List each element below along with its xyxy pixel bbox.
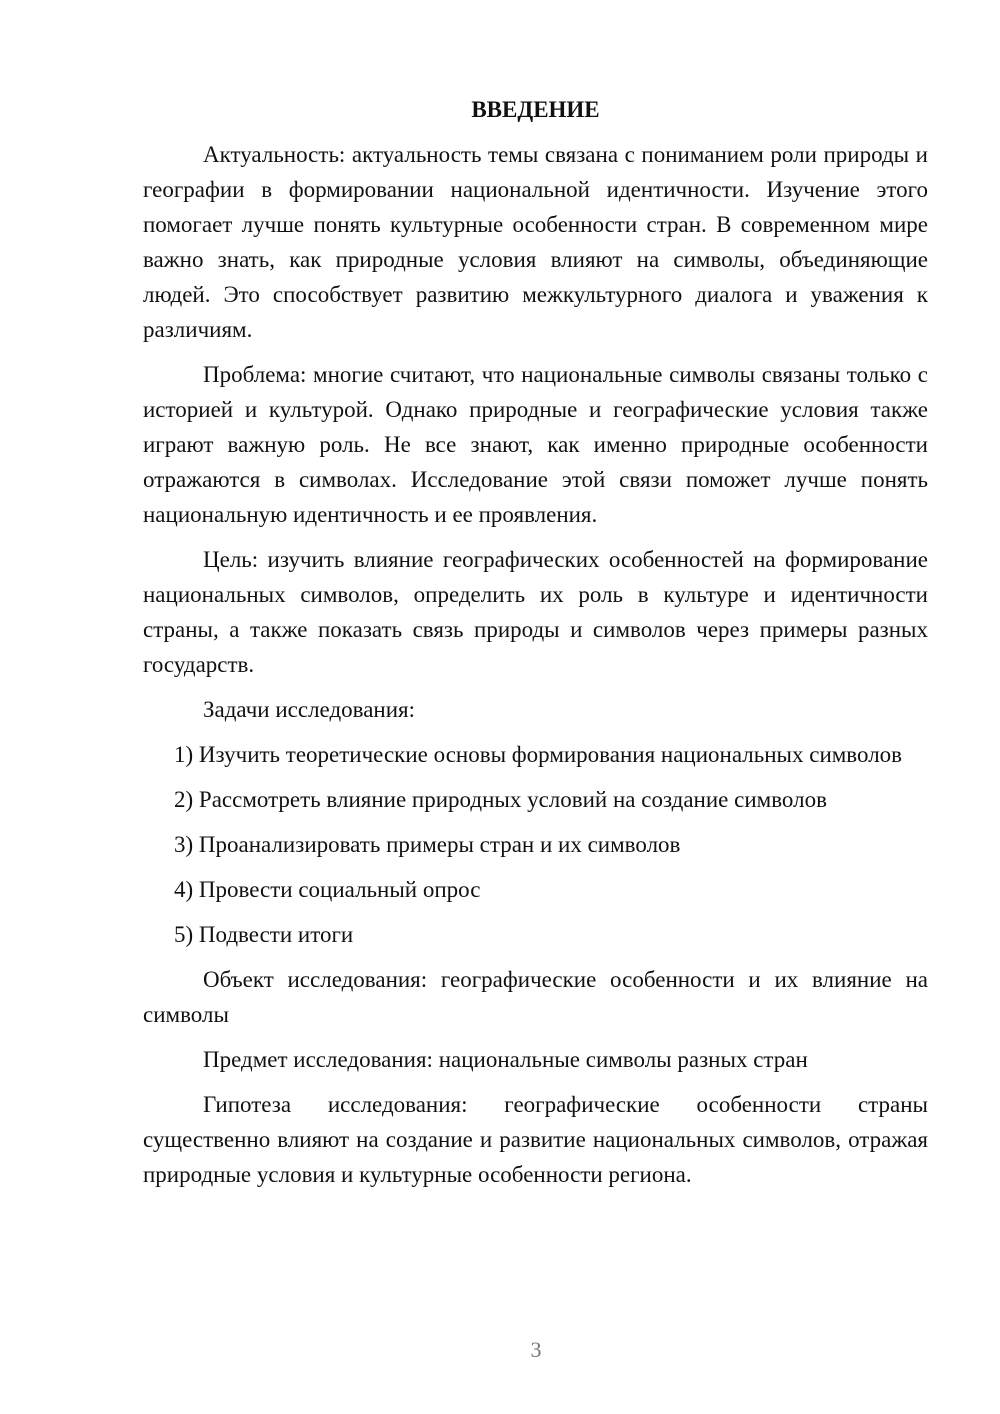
paragraph-subject: Предмет исследования: национальные символы разных стран	[203, 1047, 808, 1072]
task-item: 5) Подвести итоги	[174, 922, 354, 947]
paragraph-relevance: Актуальность: актуальность темы связана с пониманием роли природы и географии в формировании национальной идентичности. Изучение этого помогает лучше понять культурные особенности стран. В современном мире важно знать, как природные условия влияют на символы, объединяющие людей. Это способствует развитию межкультурного диалога и уважения к различиям.	[143, 142, 928, 342]
paragraph-tasks-heading: Задачи исследования:	[203, 697, 416, 722]
paragraph-goal: Цель: изучить влияние географических особенностей на формирование национальных символов, определить их роль в культуре и идентичности страны, а также показать связь природы и символов через примеры разных государств.	[143, 547, 928, 677]
task-item: 2) Рассмотреть влияние природных условий на создание символов	[174, 787, 827, 812]
page-content	[143, 92, 928, 1202]
paragraph-hypothesis: Гипотеза исследования: географические особенности страны существенно влияют на создание и развитие национальных символов, отражая природные условия и культурные особенности региона.	[143, 1092, 928, 1187]
task-item: 1) Изучить теоретические основы формирования национальных символов	[174, 742, 903, 767]
section-title: ВВЕДЕНИЕ	[471, 97, 600, 122]
paragraph-problem: Проблема: многие считают, что национальные символы связаны только с историей и культурой. Однако природные и географические условия также играют важную роль. Не все знают, как именно природные особенности отражаются в символах. Исследование этой связи поможет лучше понять национальную идентичность и ее проявления.	[143, 362, 928, 527]
page-number: 3	[530, 1337, 542, 1362]
paragraph-object: Объект исследования: географические особенности и их влияние на символы	[143, 967, 928, 1027]
task-item: 3) Проанализировать примеры стран и их символов	[174, 832, 681, 857]
task-item: 4) Провести социальный опрос	[174, 877, 481, 902]
